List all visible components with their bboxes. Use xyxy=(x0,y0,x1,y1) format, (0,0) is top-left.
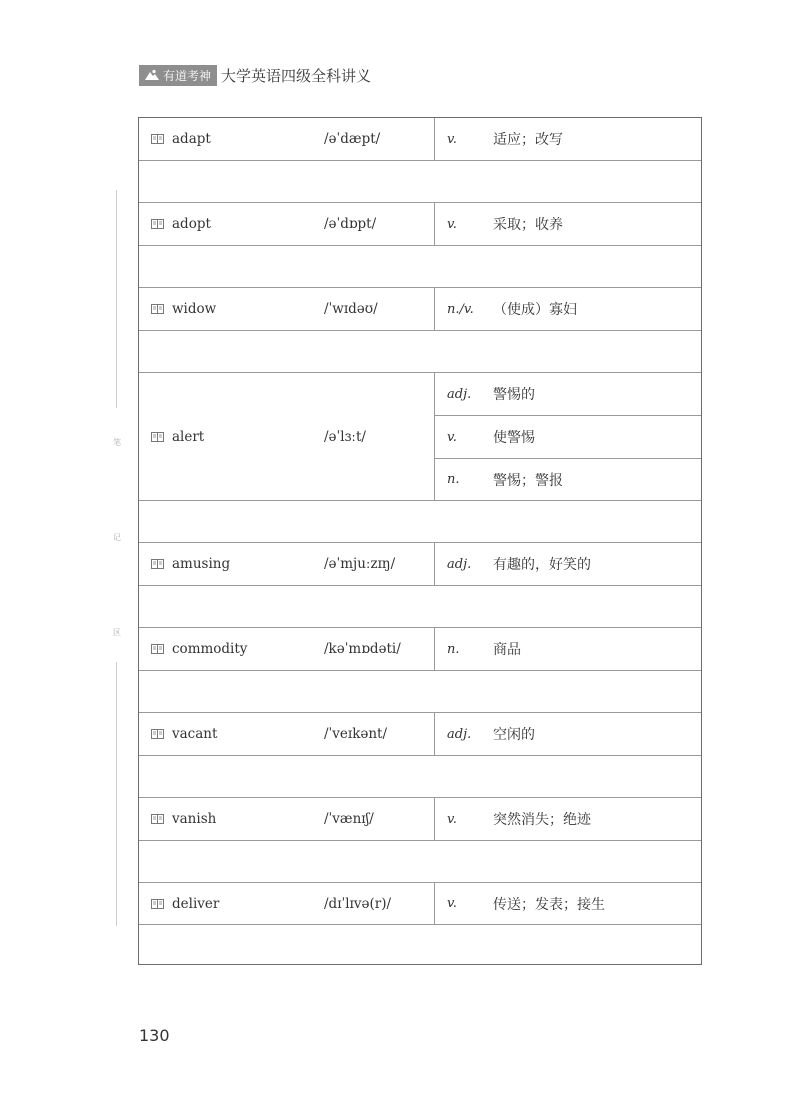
definition: （使成）寡妇 xyxy=(493,302,577,318)
notes-label-char: 记 xyxy=(113,533,121,542)
vocab-entry xyxy=(139,798,701,840)
definition: 采取；收养 xyxy=(493,217,563,233)
part-of-speech: v. xyxy=(447,131,457,147)
phonetic: /dɪˈlɪvə(r)/ xyxy=(324,895,392,912)
word-cell xyxy=(139,203,434,245)
vocab-entry xyxy=(139,203,701,245)
word-cell xyxy=(139,543,434,585)
sense-row xyxy=(435,373,701,415)
book-icon xyxy=(151,729,164,739)
definition: 空闲的 xyxy=(493,727,535,743)
brand-logo-icon xyxy=(144,69,160,81)
part-of-speech: n./v. xyxy=(447,301,474,317)
part-of-speech: n. xyxy=(447,472,460,487)
vocab-entry xyxy=(139,713,701,755)
sense-row xyxy=(435,628,701,670)
phonetic: /əˈmjuːzɪŋ/ xyxy=(324,556,396,572)
part-of-speech: v. xyxy=(447,216,457,232)
definition: 传送；发表；接生 xyxy=(493,896,605,913)
row-divider xyxy=(139,500,701,501)
sense-row xyxy=(435,118,701,160)
definition: 使警惕 xyxy=(493,430,535,446)
row-divider xyxy=(139,755,701,756)
phonetic: /əˈdæpt/ xyxy=(324,131,381,147)
row-divider xyxy=(139,245,701,246)
book-icon xyxy=(151,899,164,909)
phonetic: /əˈdɒpt/ xyxy=(324,216,377,232)
notes-label-char: 区 xyxy=(113,628,121,637)
word: commodity xyxy=(172,641,248,657)
sense-row xyxy=(435,798,701,840)
word: alert xyxy=(172,428,205,445)
notes-label-char: 笔 xyxy=(113,438,121,447)
book-icon xyxy=(151,134,164,144)
word-cell xyxy=(139,373,434,500)
page-header xyxy=(139,64,371,86)
definition: 有趣的，好笑的 xyxy=(493,557,591,573)
word-cell xyxy=(139,713,434,755)
sense-row xyxy=(435,288,701,330)
phonetic: /kəˈmɒdəti/ xyxy=(324,641,401,657)
word: vanish xyxy=(172,811,217,827)
phonetic: /ˈvænɪʃ/ xyxy=(324,811,374,827)
vocab-entry xyxy=(139,543,701,585)
word-cell xyxy=(139,118,434,160)
part-of-speech: adj. xyxy=(447,386,472,402)
part-of-speech: v. xyxy=(447,896,457,911)
definition: 商品 xyxy=(493,642,521,658)
book-icon xyxy=(151,559,164,569)
definition: 警惕的 xyxy=(493,387,535,403)
vocab-entry xyxy=(139,288,701,330)
part-of-speech: adj. xyxy=(447,726,472,742)
word-cell xyxy=(139,883,434,924)
row-divider xyxy=(139,585,701,586)
part-of-speech: adj. xyxy=(447,556,472,572)
sense-row xyxy=(435,459,701,500)
book-icon xyxy=(151,304,164,314)
vocab-entry xyxy=(139,118,701,160)
row-divider xyxy=(139,670,701,671)
book-icon xyxy=(151,814,164,824)
book-title: 大学英语四级全科讲义 xyxy=(221,66,372,85)
word-cell xyxy=(139,628,434,670)
phonetic: /ˈveɪkənt/ xyxy=(324,726,388,742)
definition: 适应；改写 xyxy=(493,132,563,148)
book-icon xyxy=(151,219,164,229)
definition: 警惕；警报 xyxy=(493,472,563,489)
brand-badge xyxy=(139,65,217,86)
definition: 突然消失；绝迹 xyxy=(493,812,591,828)
sense-row xyxy=(435,713,701,755)
phonetic: /ˈwɪdəʊ/ xyxy=(324,301,378,317)
vocab-entry xyxy=(139,628,701,670)
row-divider xyxy=(139,330,701,331)
page-number: 130 xyxy=(139,1026,170,1045)
notes-divider-bottom xyxy=(116,662,117,926)
word: amusing xyxy=(172,556,231,572)
word: vacant xyxy=(172,726,218,742)
phonetic: /əˈlɜːt/ xyxy=(324,428,366,445)
word: widow xyxy=(172,301,217,317)
word-cell xyxy=(139,798,434,840)
brand-name: 有道考神 xyxy=(163,68,212,83)
vocabulary-table xyxy=(138,117,702,965)
notes-divider-top xyxy=(116,190,117,408)
book-icon xyxy=(151,644,164,654)
book-icon xyxy=(151,432,164,442)
part-of-speech: n. xyxy=(447,641,460,657)
word: adapt xyxy=(172,131,211,147)
word-cell xyxy=(139,288,434,330)
row-divider xyxy=(139,160,701,161)
word: deliver xyxy=(172,895,220,912)
part-of-speech: v. xyxy=(447,429,457,445)
vocab-entry xyxy=(139,373,701,500)
row-divider xyxy=(139,924,701,925)
vocab-entry xyxy=(139,883,701,924)
sense-row xyxy=(435,416,701,458)
sense-row xyxy=(435,203,701,245)
sense-row xyxy=(435,883,701,924)
row-divider xyxy=(139,840,701,841)
sense-row xyxy=(435,543,701,585)
part-of-speech: v. xyxy=(447,811,457,827)
word: adopt xyxy=(172,216,211,232)
